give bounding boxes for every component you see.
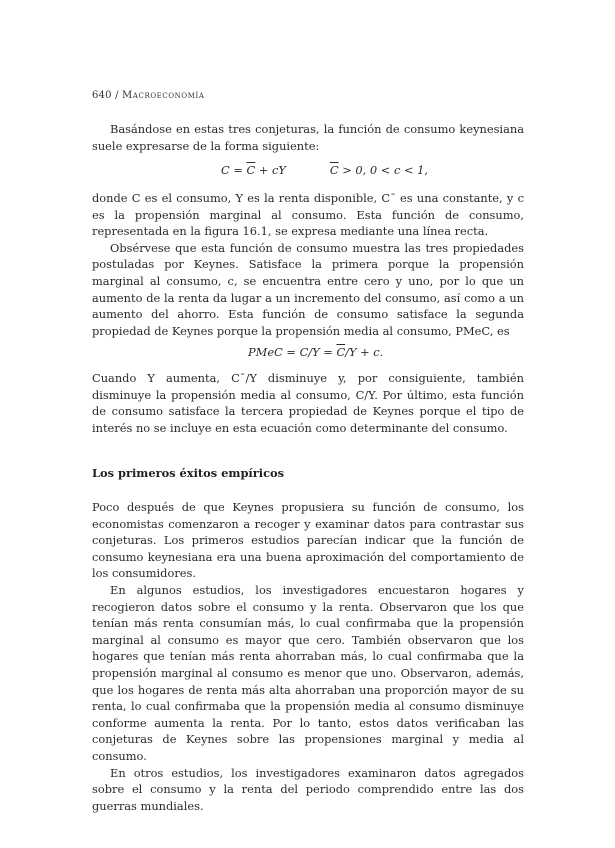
formula2-lhs: PMeC = C/Y = (248, 345, 337, 359)
paragraph-5: Poco después de que Keynes propusiera su función de consumo, los economistas comenzaron a recoger y examinar datos para contrastar sus conjeturas. Los primeros estudios parecían indicar que la función de consumo keynesiana era una buena aproximación del comportamiento de los consumidores. (92, 500, 524, 581)
paragraph-4: Cuando Y aumenta, C¯/Y disminuye y, por consiguiente, también disminuye la propensión media al consumo, C/Y. Por último, esta función de consumo satisface la tercera propiedad de Keynes porque el tipo de interés no se incluye en esta ecuación como determinante del consumo. (92, 371, 524, 435)
running-header (92, 90, 205, 101)
formula1-c-bar: $\overline{C}$ (246, 163, 256, 177)
formula2-rhs: /Y + c. (345, 345, 384, 359)
formula1-lhs: C = (221, 163, 247, 177)
average-propensity-formula (248, 344, 383, 360)
paragraph-7: En otros estudios, los investigadores examinaron datos agregados sobre el consumo y la renta del periodo comprendido entre las dos guerras mundiales. (92, 765, 524, 813)
paragraphs-block-3 (92, 499, 524, 814)
running-title: Macroeconomía (122, 90, 205, 101)
paragraphs-block-1 (92, 190, 524, 339)
section-heading: Los primeros éxitos empíricos (92, 466, 285, 480)
formula1-cond-c-bar: $\overline{C}$ (329, 163, 339, 177)
paragraph-6: En algunos estudios, los investigadores encuestaron hogares y recogieron datos sobre el consumo y la renta. Observaron que los que tenían más renta consumían más, lo cual confirmaba que la propensión marginal al consumo es mayor que cero. También observaron que los hogares que tenían más renta ahorraban más, lo cual confirmaba que la propensión marginal al consumo es menor que uno. Observaron, además, que los hogares de renta más alta ahorraban una proporción mayor de su renta, lo cual confirmaba que la propensión media al consumo disminuye conforme aumenta la renta. Por lo tanto, estos datos verificaban las conjeturas de Keynes sobre las propensiones marginal y media al consumo. (92, 582, 524, 763)
formula2-c-bar: $\overline{C}$ (336, 345, 346, 359)
paragraph-2: donde C es el consumo, Y es la renta disponible, C¯ es una constante, y c es la propensión marginal al consumo. Esta función de consumo, representada en la figura 16.1, se expresa mediante una línea recta. (92, 191, 524, 239)
paragraph-3: Obsérvese que esta función de consumo muestra las tres propiedades postuladas por Keynes. Satisface la primera porque la propensión marginal al consumo, c, se encuentra entre cero y uno, por lo que un aumento de la renta da lugar a un incremento del consumo, así como a un aumento del ahorro. Esta función de consumo satisface la segunda propiedad de Keynes porque la propensión media al consumo, PMeC, es (92, 240, 524, 338)
page-number: 640 (92, 90, 112, 101)
header-separator: / (111, 90, 123, 101)
formula1-condition: > 0, 0 < c < 1, (338, 163, 428, 177)
paragraph-intro (92, 121, 524, 154)
paragraph-1: Basándose en estas tres conjeturas, la función de consumo keynesiana suele expresarse de la forma siguiente: (92, 122, 524, 153)
paragraphs-block-2 (92, 370, 524, 436)
formula1-rhs: + cY (255, 163, 286, 177)
consumption-function-formula (221, 162, 428, 178)
